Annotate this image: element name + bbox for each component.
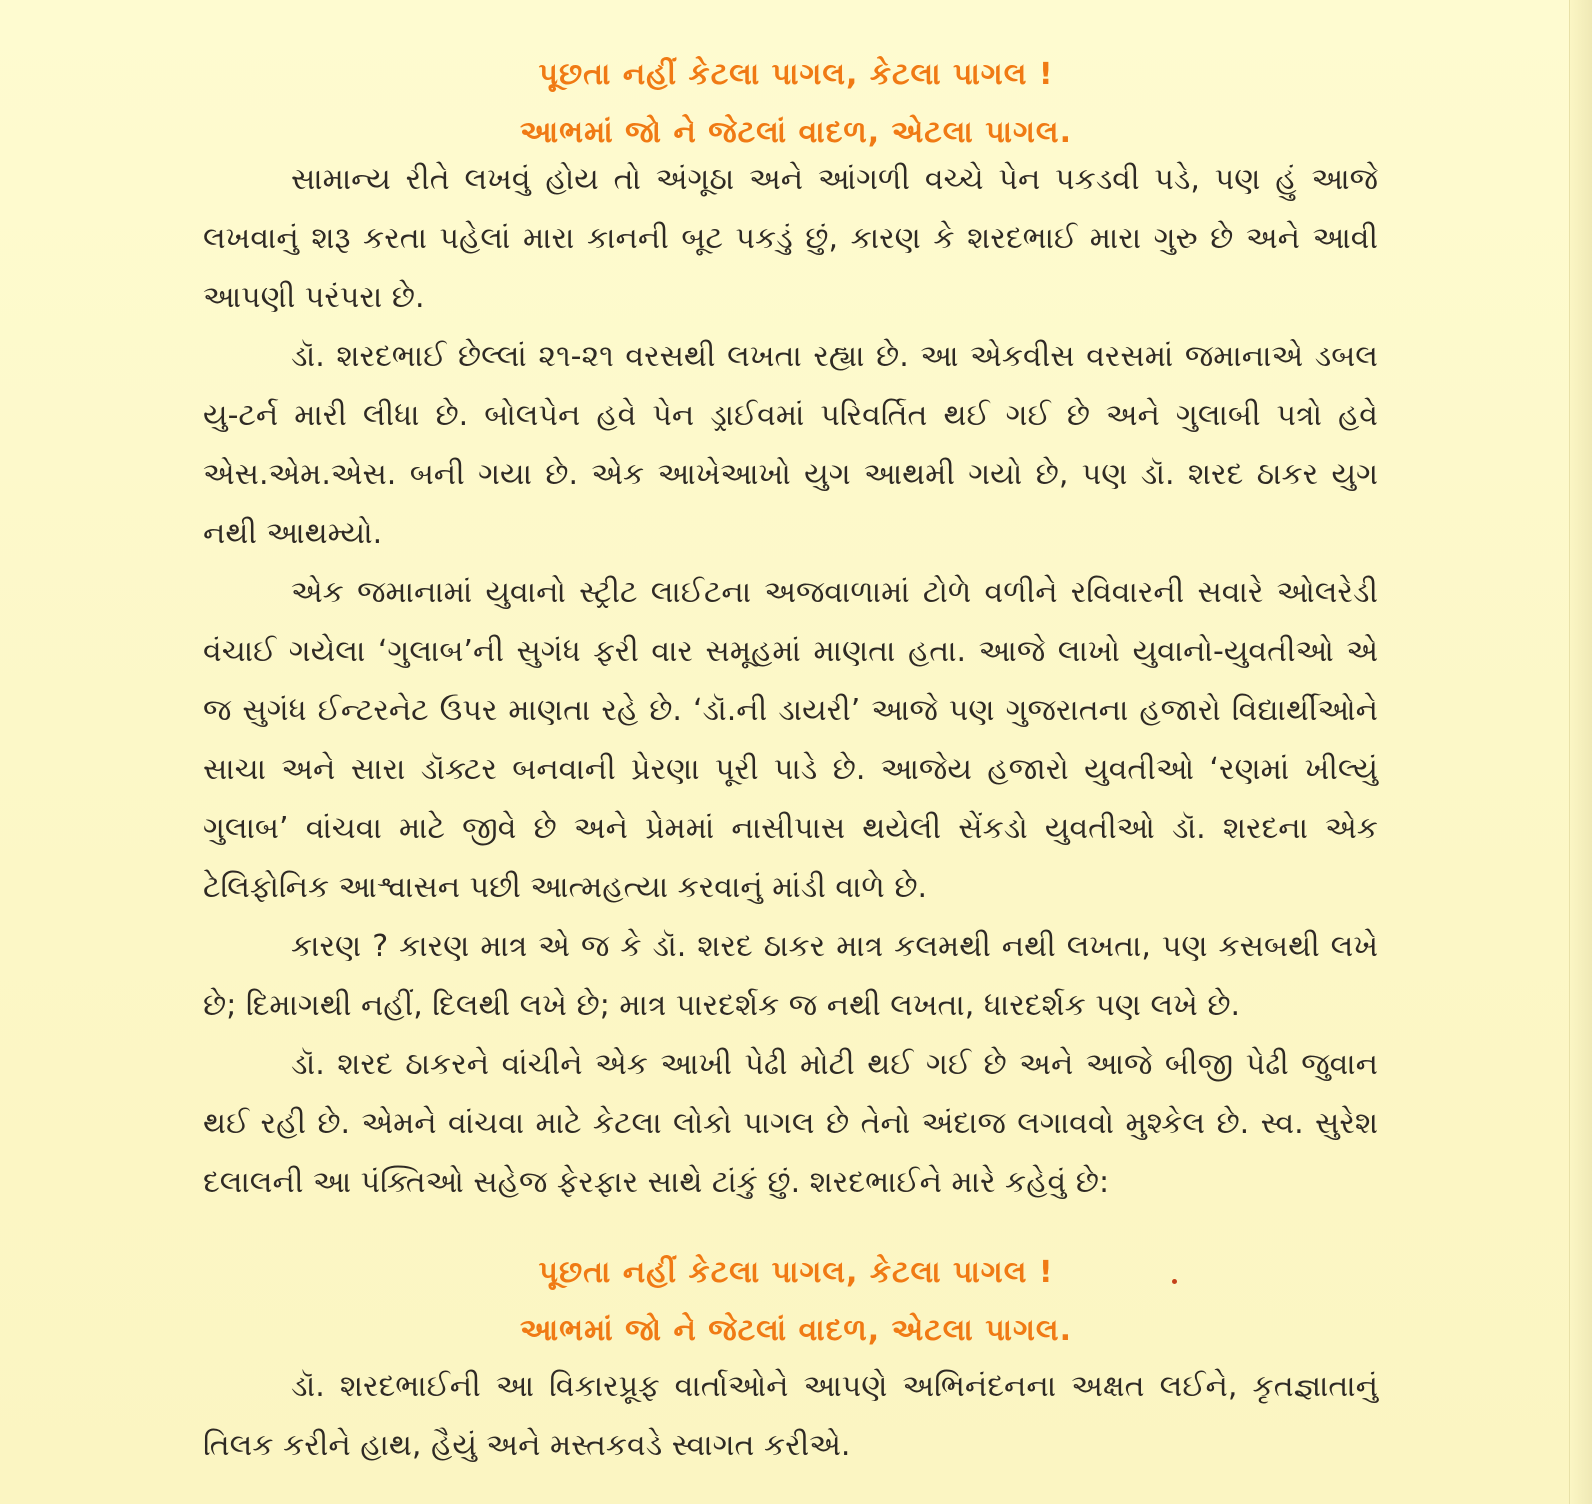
ink-speck — [1172, 1279, 1177, 1284]
paragraph-2: ડૉ. શરદભાઈ છેલ્લાં ૨૧-૨૧ વરસથી લખતા રહ્યા છે. આ એકવીસ વરસમાં જમાનાએ ડબલ યુ-ટર્ન મારી લીધા છે. બોલપેન હવે પેન ડ્રાઈવમાં પરિવર્તિત થઈ ગઈ છે અને ગુલાબી પત્રો હવે એસ.એમ.એસ. બની ગયા છે. એક આખેઆખો યુગ આથમી ગયો છે, પણ ડૉ. શરદ ઠાકર યુગ નથી આથમ્યો. — [203, 339, 1378, 551]
verse-bottom — [0, 1244, 1592, 1360]
paragraph-1: સામાન્ય રીતે લખવું હોય તો અંગૂઠા અને આંગળી વચ્ચે પેન પકડવી પડે, પણ હું આજે લખવાનું શરૂ કરતા પહેલાં મારા કાનની બૂટ પકડું છું, કારણ કે શરદભાઈ મારા ગુરુ છે અને આવી આપણી પરંપરા છે. — [203, 162, 1378, 315]
paragraph-4: કારણ ? કારણ માત્ર એ જ કે ડૉ. શરદ ઠાકર માત્ર કલમથી નથી લખતા, પણ કસબથી લખે છે; દિમાગથી નહીં, દિલથી લખે છે; માત્ર પારદર્શક જ નથી લખતા, ધારદર્શક પણ લખે છે. — [203, 929, 1378, 1023]
verse-top-line-1: પૂછતા નહીં કેટલા પાગલ, કેટલા પાગલ ! — [538, 57, 1054, 92]
paragraph-5: ડૉ. શરદ ઠાકરને વાંચીને એક આખી પેઢી મોટી થઈ ગઈ છે અને આજે બીજી પેઢી જુવાન થઈ રહી છે. એમને વાંચવા માટે કેટલા લોકો પાગલ છે તેનો અંદાજ લગાવવો મુશ્કેલ છે. સ્વ. સુરેશ દલાલની આ પંક્તિઓ સહેજ ફેરફાર સાથે ટાંકું છું. શરદભાઈને મારે કહેવું છે: — [203, 1047, 1378, 1200]
closing-text — [203, 1357, 1378, 1475]
closing-paragraph: ડૉ. શરદભાઈની આ વિકારપ્રૂફ વાર્તાઓને આપણે અભિનંદનના અક્ષત લઈને, કૃતજ્ઞાતાનું તિલક કરીને હાથ, હૈયું અને મસ્તકવડે સ્વાગત કરીએ. — [203, 1369, 1378, 1463]
verse-top — [0, 46, 1592, 162]
body-text — [203, 150, 1378, 1212]
paragraph-3: એક જમાનામાં યુવાનો સ્ટ્રીટ લાઈટના અજવાળામાં ટોળે વળીને રવિવારની સવારે ઓલરેડી વંચાઈ ગયેલા ‘ગુલાબ’ની સુગંધ ફરી વાર સમૂહમાં માણતા હતા. આજે લાખો યુવાનો-યુવતીઓ એ જ સુગંધ ઈન્ટરનેટ ઉપર માણતા રહે છે. ‘ડૉ.ની ડાયરી’ આજે પણ ગુજરાતના હજારો વિદ્યાર્થીઓને સાચા અને સારા ડૉક્ટર બનવાની પ્રેરણા પૂરી પાડે છે. આજેય હજારો યુવતીઓ ‘રણમાં ખીલ્યું ગુલાબ’ વાંચવા માટે જીવે છે અને પ્રેમમાં નાસીપાસ થયેલી સેંકડો યુવતીઓ ડૉ. શરદના એક ટેલિફોનિક આશ્વાસન પછી આત્મહત્યા કરવાનું માંડી વાળે છે. — [203, 575, 1378, 905]
verse-bottom-line-1: પૂછતા નહીં કેટલા પાગલ, કેટલા પાગલ ! — [538, 1255, 1054, 1290]
verse-top-line-2: આભમાં જો ને જેટલાં વાદળ, એટલા પાગલ. — [520, 115, 1072, 150]
verse-bottom-line-2: આભમાં જો ને જેટલાં વાદળ, એટલા પાગલ. — [520, 1313, 1072, 1348]
